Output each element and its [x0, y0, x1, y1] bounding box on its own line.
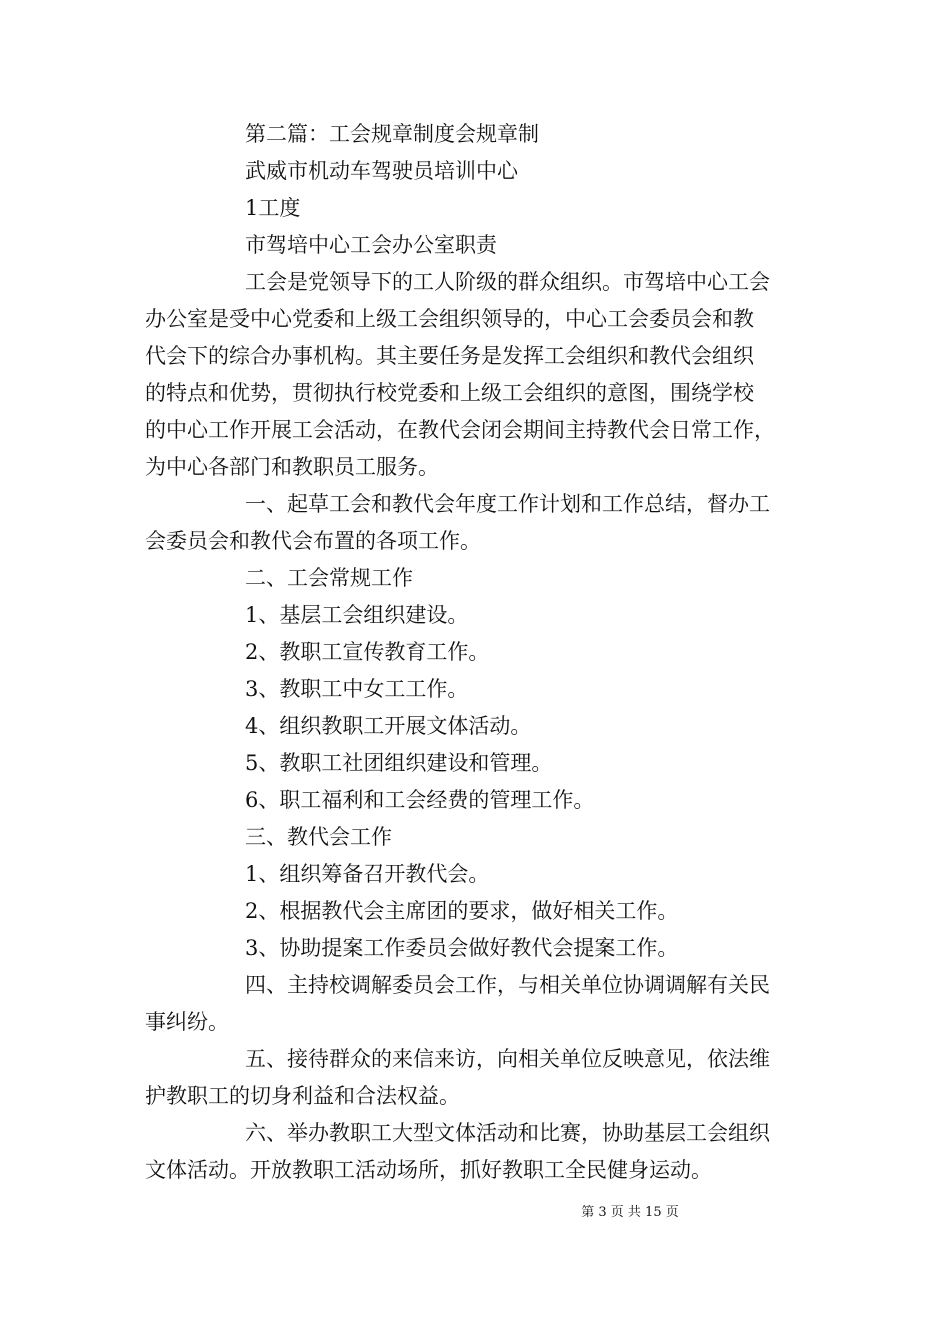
list-item: 3、协助提案工作委员会做好教代会提案工作。	[245, 936, 679, 960]
paragraph-item-1	[145, 486, 810, 560]
paragraph-line: 的特点和优势，贯彻执行校党委和上级工会组织的意图，围绕学校	[145, 381, 754, 405]
page-number-footer: 第 3 页 共 15 页	[581, 1205, 679, 1220]
paragraph-line: 四、主持校调解委员会工作，与相关单位协调调解有关民	[245, 973, 770, 997]
list-item: 4、组织教职工开展文体活动。	[245, 714, 532, 738]
paragraph-line: 办公室是受中心党委和上级工会组织领导的，中心工会委员会和教	[145, 307, 754, 331]
paragraph-line: 六、举办教职工大型文体活动和比赛，协助基层工会组织	[245, 1121, 770, 1145]
document-body	[145, 116, 810, 1189]
paragraph-line: 会委员会和教代会布置的各项工作。	[145, 529, 481, 553]
paragraph-line: 事纠纷。	[145, 1010, 229, 1034]
paragraph-line: 护教职工的切身利益和合法权益。	[145, 1084, 460, 1108]
list-item: 1、组织筹备召开教代会。	[245, 862, 490, 886]
paragraph-item-6	[145, 1115, 810, 1189]
organization-name: 武威市机动车驾驶员培训中心	[245, 159, 518, 183]
subheading: 1工度	[245, 196, 301, 220]
paragraph-line: 工会是党领导下的工人阶级的群众组织。市驾培中心工会	[245, 270, 770, 294]
office-duties-title: 市驾培中心工会办公室职责	[245, 233, 497, 257]
list-item: 6、职工福利和工会经费的管理工作。	[245, 788, 595, 812]
section-title: 第二篇：工会规章制度会规章制	[245, 122, 539, 146]
paragraph-line: 一、起草工会和教代会年度工作计划和工作总结，督办工	[245, 492, 770, 516]
list-item: 三、教代会工作	[245, 825, 392, 849]
paragraph-line: 为中心各部门和教职员工服务。	[145, 455, 439, 479]
paragraph-item-5	[145, 1041, 810, 1115]
list-item: 二、工会常规工作	[245, 566, 413, 590]
list-item: 1、基层工会组织建设。	[245, 603, 469, 627]
list-item: 2、根据教代会主席团的要求，做好相关工作。	[245, 899, 679, 923]
list-item: 3、教职工中女工工作。	[245, 677, 469, 701]
paragraph-line: 代会下的综合办事机构。其主要任务是发挥工会组织和教代会组织	[145, 344, 754, 368]
paragraph-item-4	[145, 967, 810, 1041]
paragraph-line: 五、接待群众的来信来访，向相关单位反映意见，依法维	[245, 1047, 770, 1071]
list-item: 5、教职工社团组织建设和管理。	[245, 751, 553, 775]
paragraph-line: 文体活动。开放教职工活动场所，抓好教职工全民健身运动。	[145, 1158, 712, 1182]
paragraph-intro	[145, 264, 810, 486]
paragraph-line: 的中心工作开展工会活动，在教代会闭会期间主持教代会日常工作，	[145, 418, 775, 442]
list-item: 2、教职工宣传教育工作。	[245, 640, 490, 664]
